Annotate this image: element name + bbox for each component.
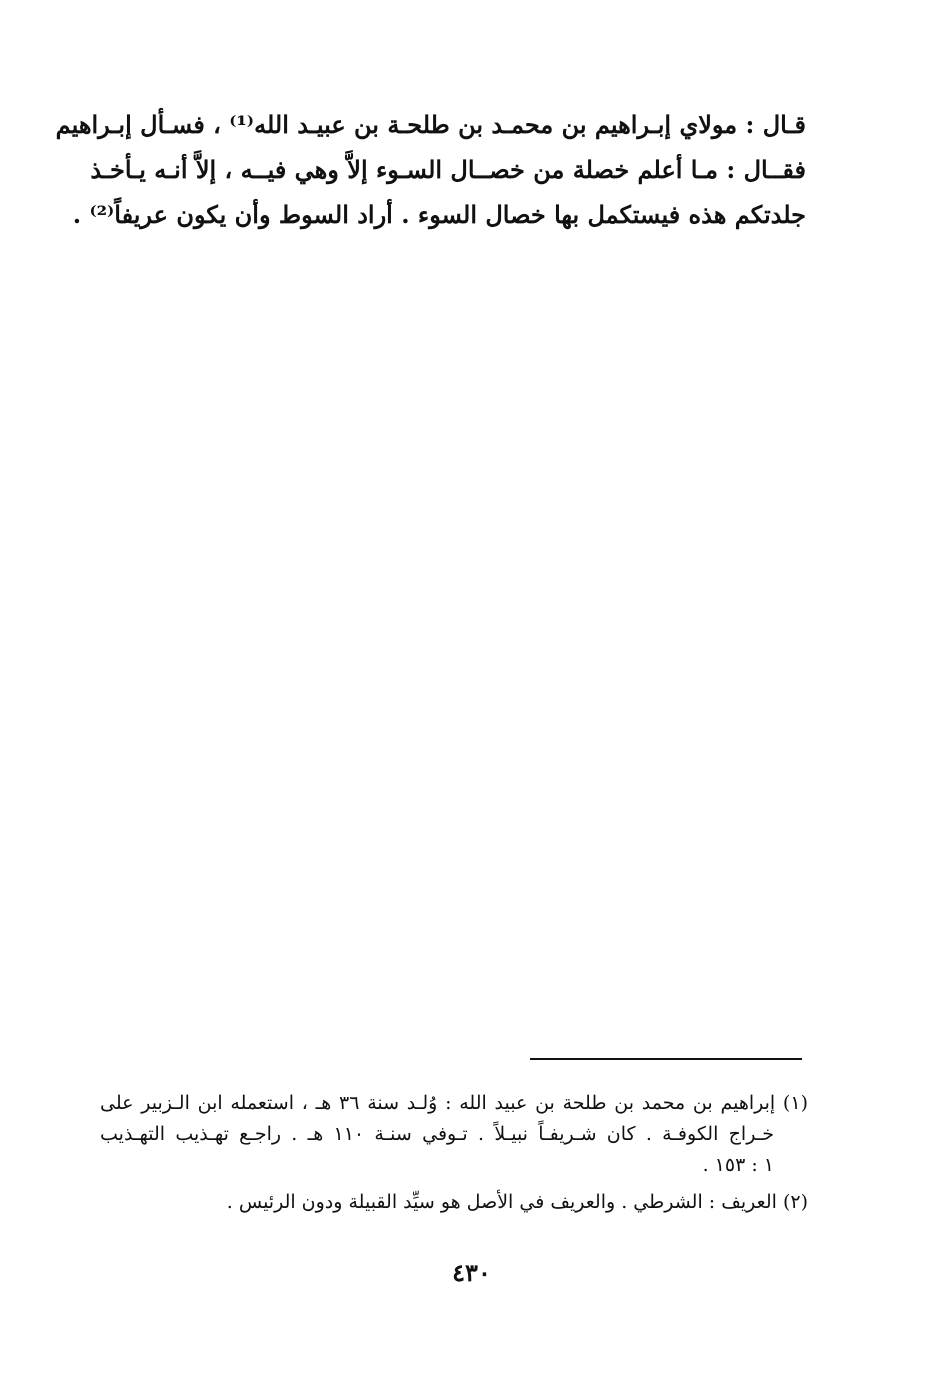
page-number: ٤٣٠ [452,1258,491,1287]
footnotes [100,1088,808,1224]
body-line: جلدتكم هذه فيستكمل بها خصال السوء . أراد السوط وأن يكون عريفاً⁽²⁾ . [72,200,806,229]
body-line: فقــال : مـا أعلم خصلة من خصــال السـوء إلاَّ وهي فيــه ، إلاَّ أنـه يـأخـذ [90,155,806,184]
body-line: قـال : مولاي إبـراهيم بن محمـد بن طلحـة بن عبيـد الله⁽¹⁾ ، فسـأل إبـراهيم [55,110,806,139]
main-text [55,102,806,237]
footnote-1 [100,1088,808,1181]
footnote-divider [530,1058,802,1060]
footnote-line: ١ : ١٥٣ . [702,1154,774,1176]
footnote-line: (١) إبراهيم بن محمد بن طلحة بن عبيد الله : وُلـد سنة ٣٦ هـ ، استعمله ابن الـزبير على [100,1092,808,1114]
footnote-2 [100,1187,808,1218]
footnote-line: خـراج الكوفـة . كان شـريفـاً نبيـلاً . تـوفي سنـة ١١٠ هـ . راجـع تهـذيب التهـذيب [100,1123,775,1145]
footnote-line: (٢) العريف : الشرطي . والعريف في الأصل هو سيِّد القبيلة ودون الرئيس . [226,1191,808,1213]
